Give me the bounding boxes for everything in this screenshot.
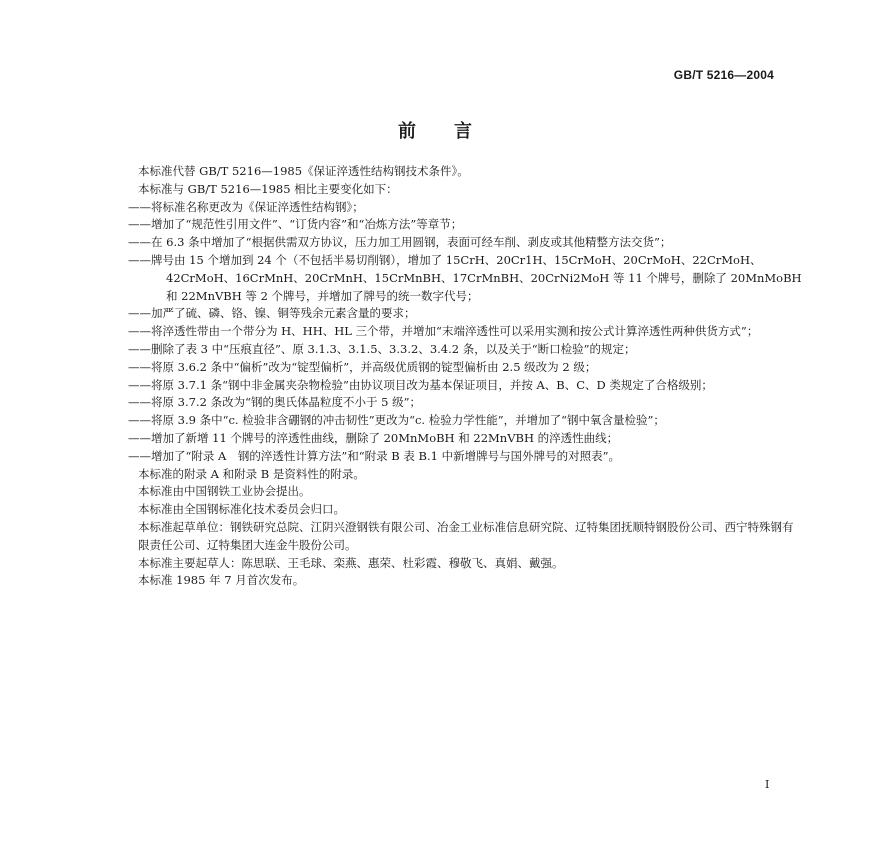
outro-paragraph: 本标准由中国钢铁工业协会提出。 (138, 484, 311, 499)
page-title: 前言 (398, 121, 510, 142)
change-item: ——牌号由 15 个增加到 24 个（不包括半易切削钢），增加了 15CrH、20Cr1H、15CrMoH、20CrMoH、22CrMoH、42CrMoH、16CrMnH、20CrMnH、15CrMnBH、17CrMnBH、20CrNi2MoH 等 11 个牌号，删除了 20MnMoBH 和 22MnVBH 等 2 个牌号，并增加了牌号的统一数字代号； (128, 252, 802, 303)
foreword-body (128, 163, 804, 590)
standard-code: GB/T 5216—2004 (673, 68, 774, 82)
change-item: ——将淬透性带由一个带分为 H、HH、HL 三个带，并增加“末端淬透性可以采用实测和按公式计算淬透性两种供货方式”； (128, 324, 759, 339)
outro-paragraph: 本标准 1985 年 7 月首次发布。 (138, 573, 305, 588)
outro-paragraph: 本标准主要起草人：陈思联、王毛球、栾燕、惠荣、杜彩霞、穆敬飞、真娟、戴强。 (138, 555, 564, 570)
page-number: I (765, 778, 770, 791)
outro-paragraph: 本标准由全国钢标准化技术委员会归口。 (138, 502, 345, 517)
change-item: ——将原 3.6.2 条中“偏析”改为“锭型偏析”，并高级优质钢的锭型偏析由 2.5 级改为 2 级； (128, 359, 597, 374)
change-item: ——在 6.3 条中增加了“根据供需双方协议，压力加工用圆钢，表面可经车削、剥皮或其他精整方法交货”； (128, 235, 672, 250)
change-item: ——将标准名称更改为《保证淬透性结构钢》； (128, 199, 364, 214)
change-item: ——将原 3.9 条中“c. 检验非含硼钢的冲击韧性”更改为“c. 检验力学性能”，并增加了“钢中氧含量检验”； (128, 413, 665, 428)
outro-paragraph: 本标准的附录 A 和附录 B 是资料性的附录。 (138, 466, 365, 481)
change-item: ——增加了“附录 A 钢的淬透性计算方法”和“附录 B 表 B.1 中新增牌号与国外牌号的对照表”。 (128, 448, 620, 463)
intro-paragraph: 本标准与 GB/T 5216—1985 相比主要变化如下： (138, 181, 398, 196)
change-item: ——删除了表 3 中“压痕直径”、原 3.1.3、3.1.5、3.3.2、3.4.2 条，以及关于“断口检验”的规定； (128, 341, 636, 356)
change-item: ——将原 3.7.2 条改为“钢的奥氏体晶粒度不小于 5 级”； (128, 395, 421, 410)
change-item: ——将原 3.7.1 条“钢中非金属夹杂物检验”由协议项目改为基本保证项目，并按 A、B、C、D 类规定了合格级别； (128, 377, 713, 392)
outro-paragraph: 本标准起草单位：钢铁研究总院、江阴兴澄钢铁有限公司、冶金工业标准信息研究院、辽特集团抚顺特钢股份公司、西宁特殊钢有限责任公司、辽特集团大连金牛股份公司。 (138, 519, 794, 552)
change-item: ——加严了硫、磷、铬、镍、铜等残余元素含量的要求； (128, 306, 416, 321)
change-item: ——增加了“规范性引用文件”、“订货内容”和“冶炼方法”等章节； (128, 217, 463, 232)
intro-paragraph: 本标准代替 GB/T 5216—1985《保证淬透性结构钢技术条件》。 (138, 164, 469, 178)
change-item: ——增加了新增 11 个牌号的淬透性曲线，删除了 20MnMoBH 和 22MnVBH 的淬透性曲线； (128, 430, 619, 445)
